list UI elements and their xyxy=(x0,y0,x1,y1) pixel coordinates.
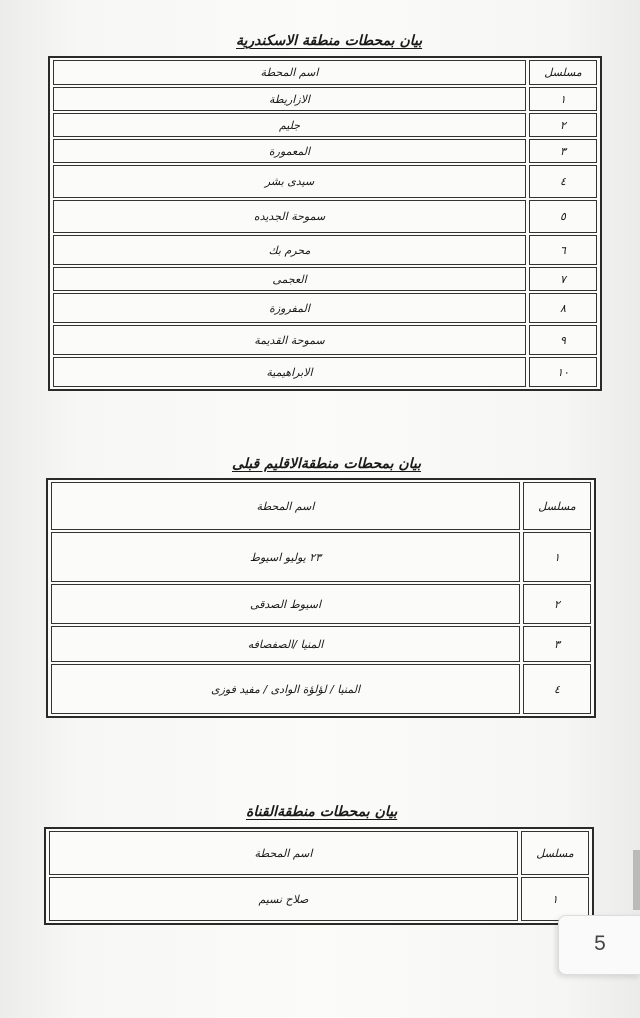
row-serial: ٢ xyxy=(529,113,597,137)
page-number-badge xyxy=(558,915,640,975)
stations-table xyxy=(46,478,596,718)
table-header-row xyxy=(53,60,597,85)
row-station-name: سموحة القديمة xyxy=(53,325,526,355)
table-row xyxy=(53,139,597,163)
table-row xyxy=(53,235,597,265)
row-serial: ٨ xyxy=(529,293,597,323)
section-caption: بيان بمحطات منطقةالقناة xyxy=(246,804,398,820)
row-station-name: المنيا / لؤلؤة الوادى / مفيد فوزى xyxy=(51,664,520,714)
stations-table xyxy=(48,56,602,391)
header-serial: مسلسل xyxy=(529,60,597,85)
table-row xyxy=(53,325,597,355)
table-row xyxy=(51,584,591,624)
row-serial: ٣ xyxy=(523,626,591,662)
row-serial: ٥ xyxy=(529,200,597,233)
table-row xyxy=(53,357,597,387)
row-station-name: جليم xyxy=(53,113,526,137)
row-station-name: المنيا /الصفصافه xyxy=(51,626,520,662)
table-row xyxy=(51,626,591,662)
table-header-row xyxy=(51,482,591,530)
section-caption: بيان بمحطات منطقةالاقليم قبلى xyxy=(232,456,422,472)
table-row xyxy=(49,877,589,921)
row-station-name: محرم بك xyxy=(53,235,526,265)
row-station-name: سيدى بشر xyxy=(53,165,526,198)
row-station-name: الازاريطة xyxy=(53,87,526,111)
table-row xyxy=(53,113,597,137)
row-serial: ١ xyxy=(529,87,597,111)
row-serial: ٦ xyxy=(529,235,597,265)
table-row xyxy=(53,267,597,291)
header-serial: مسلسل xyxy=(523,482,591,530)
header-station-name: اسم المحطة xyxy=(51,482,520,530)
scroll-edge xyxy=(633,850,640,910)
stations-table xyxy=(44,827,594,925)
table-row xyxy=(51,664,591,714)
row-serial: ٤ xyxy=(529,165,597,198)
header-station-name: اسم المحطة xyxy=(49,831,518,875)
row-serial: ١ xyxy=(521,877,589,921)
row-serial: ٧ xyxy=(529,267,597,291)
row-serial: ٢ xyxy=(523,584,591,624)
page-number: 5 xyxy=(594,932,606,955)
table-row xyxy=(53,200,597,233)
row-station-name: المفروزة xyxy=(53,293,526,323)
row-serial: ٣ xyxy=(529,139,597,163)
section-caption: بيان بمحطات منطقة الاسكندرية xyxy=(236,33,423,49)
row-serial: ١٠ xyxy=(529,357,597,387)
table-row xyxy=(51,532,591,582)
row-station-name: الابراهيمية xyxy=(53,357,526,387)
table-header-row xyxy=(49,831,589,875)
row-serial: ٤ xyxy=(523,664,591,714)
row-station-name: المعمورة xyxy=(53,139,526,163)
row-serial: ١ xyxy=(523,532,591,582)
table-row xyxy=(53,165,597,198)
row-station-name: سموحة الجديده xyxy=(53,200,526,233)
table-row xyxy=(53,87,597,111)
row-serial: ٩ xyxy=(529,325,597,355)
table-row xyxy=(53,293,597,323)
row-station-name: العجمى xyxy=(53,267,526,291)
row-station-name: اسيوط الصدقى xyxy=(51,584,520,624)
row-station-name: ٢٣ يوليو اسيوط xyxy=(51,532,520,582)
header-serial: مسلسل xyxy=(521,831,589,875)
row-station-name: صلاح نسيم xyxy=(49,877,518,921)
header-station-name: اسم المحطة xyxy=(53,60,526,85)
